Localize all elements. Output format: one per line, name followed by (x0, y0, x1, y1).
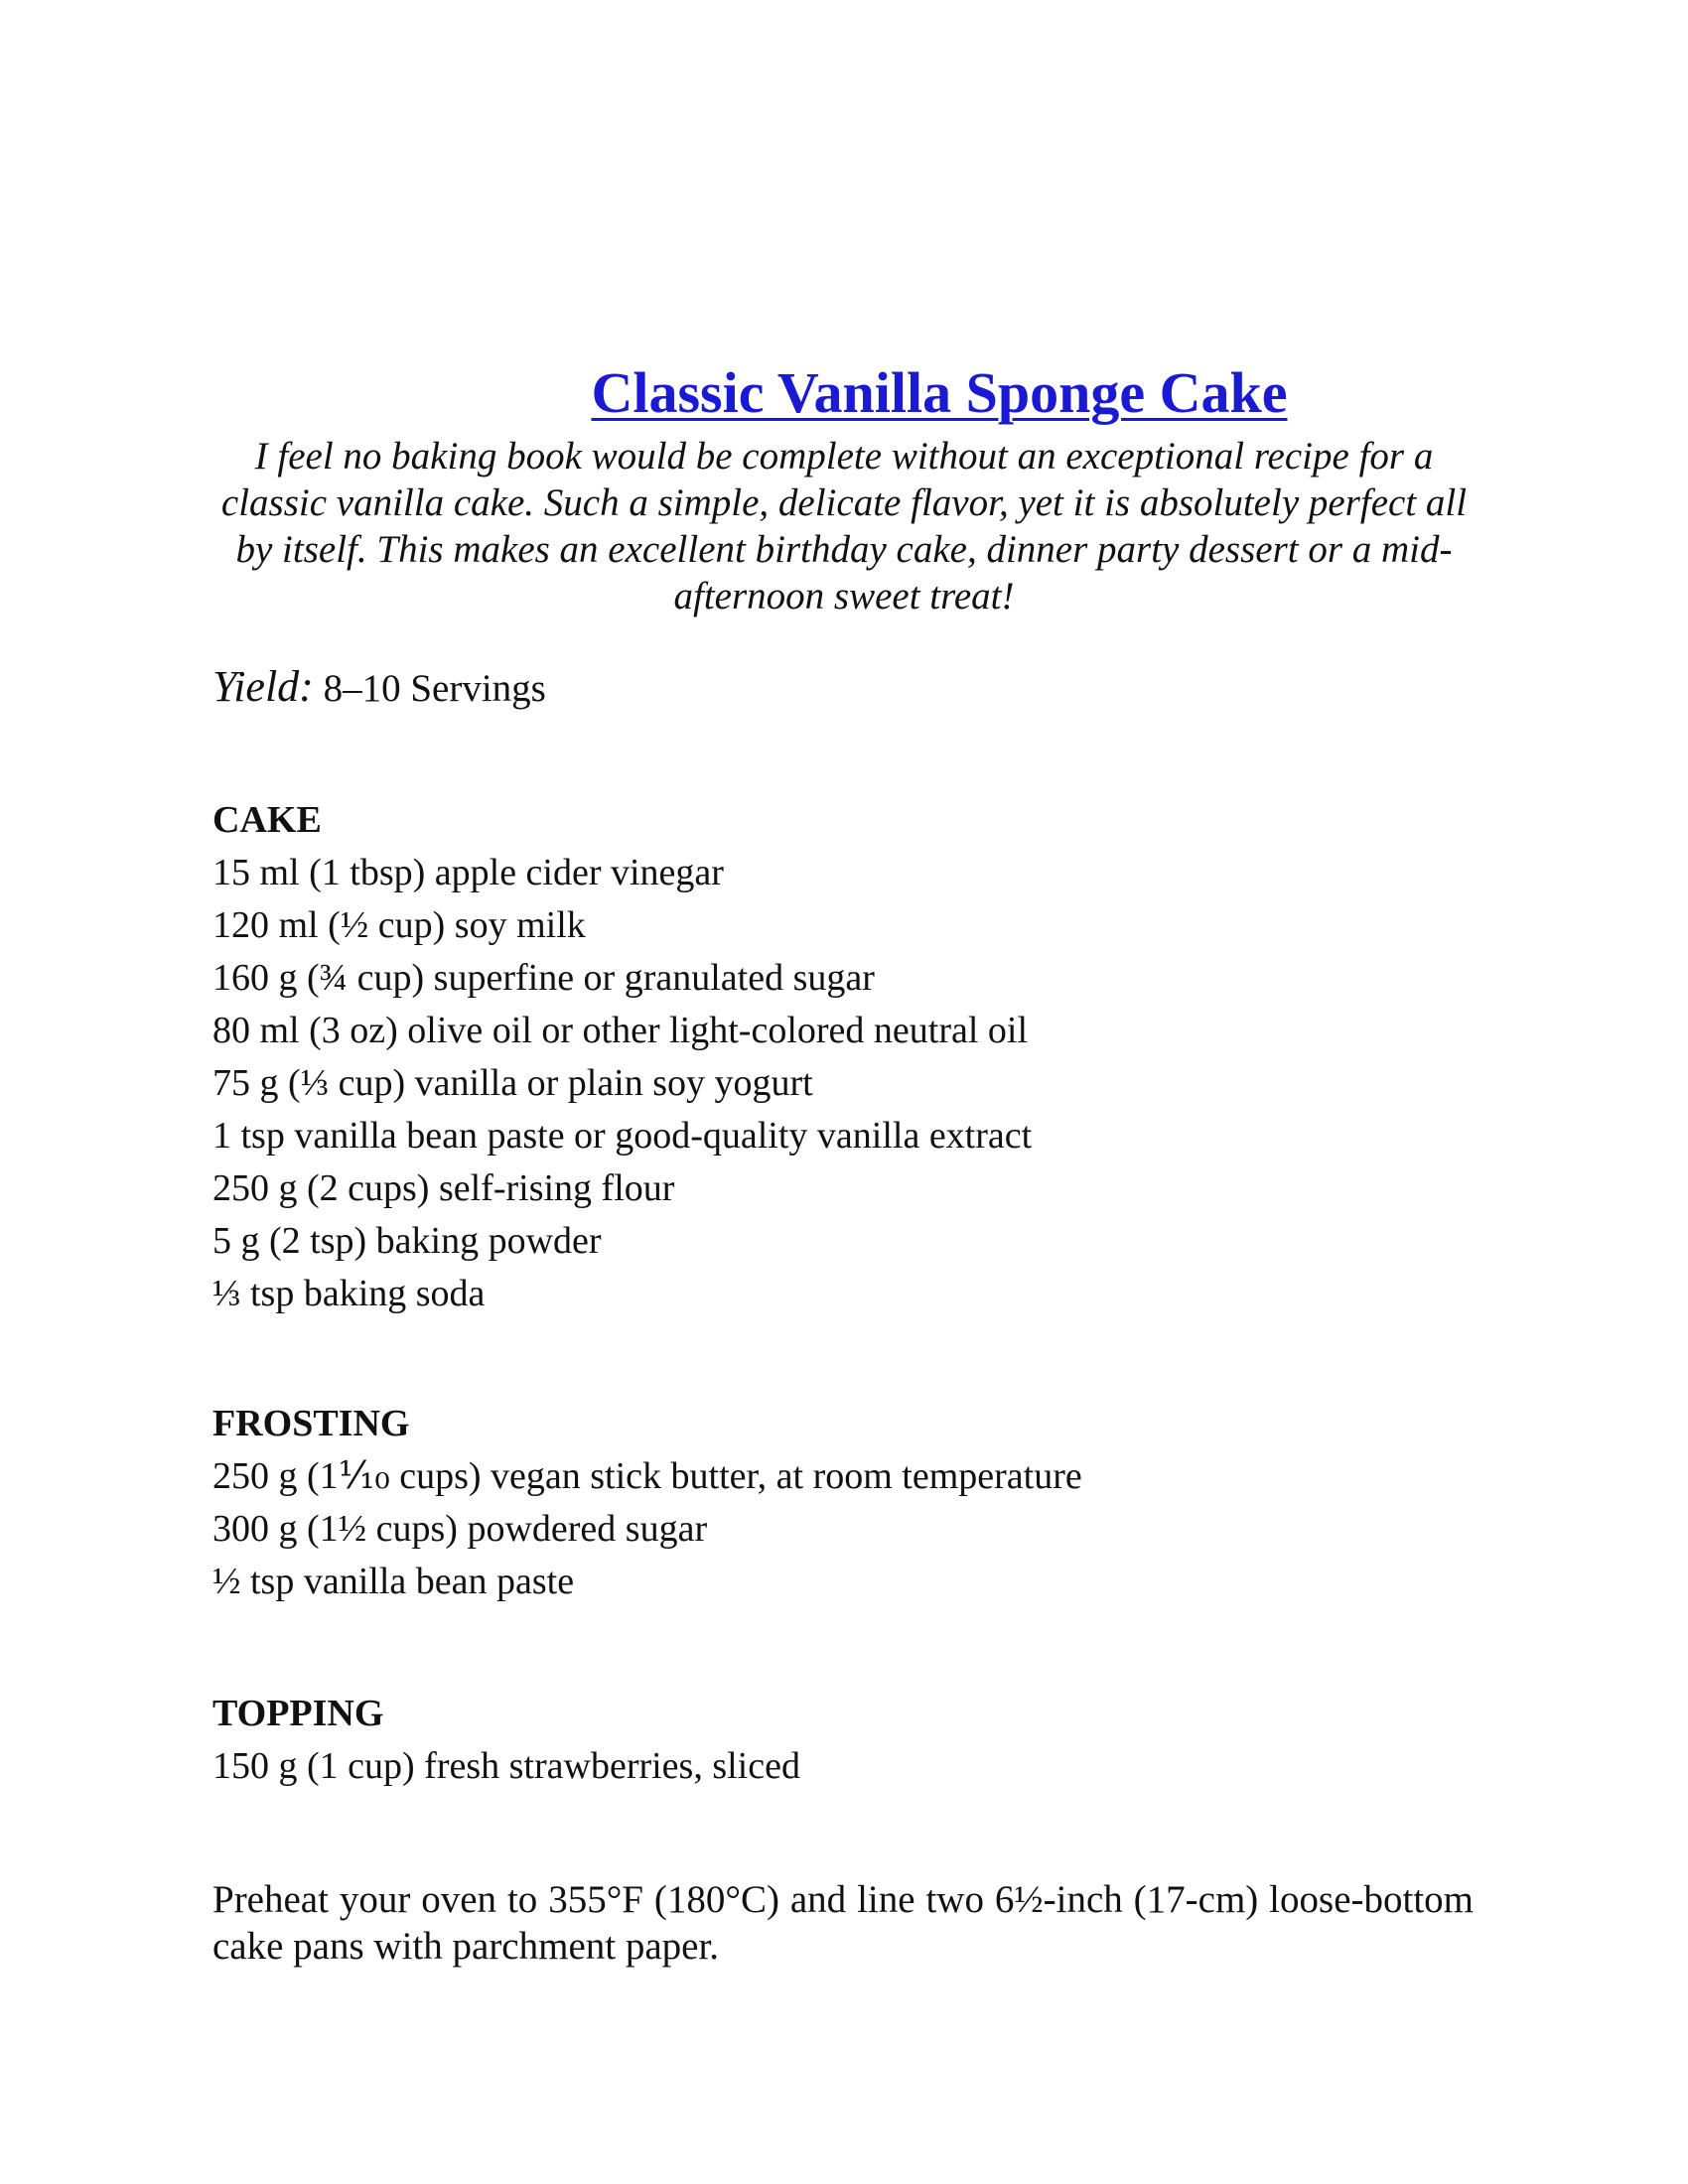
recipe-title (0, 358, 1688, 428)
ingredient-item: 250 g (2 cups) self-rising flour (212, 1167, 675, 1209)
topping-section (212, 1688, 800, 1793)
ingredient-item: 150 g (1 cup) fresh strawberries, sliced (212, 1745, 800, 1787)
cake-heading: CAKE (212, 799, 322, 841)
frosting-ingredient-list (212, 1450, 1082, 1608)
yield-value: 8–10 Servings (323, 667, 546, 710)
ingredient-item: 15 ml (1 tbsp) apple cider vinegar (212, 852, 724, 893)
recipe-yield (212, 662, 546, 714)
cake-ingredient-list (212, 847, 1032, 1320)
frosting-heading: FROSTING (212, 1403, 410, 1444)
recipe-intro: I feel no baking book would be complete without an exceptional recipe for a classic vanilla cake. Such a simple, delicate flavor, yet it is absolutely perfect all by itself. This makes an excellent birthday cake, dinner party dessert or a mid-afternoon sweet treat! (220, 435, 1468, 617)
ingredient-item: 80 ml (3 oz) olive oil or other light-colored neutral oil (212, 1010, 1029, 1051)
ingredient-item: 75 g (⅓ cup) vanilla or plain soy yogurt (212, 1062, 813, 1104)
ingredient-item: 250 g (1⅒ cups) vegan stick butter, at room temperature (212, 1455, 1082, 1497)
ingredient-item: 300 g (1½ cups) powdered sugar (212, 1508, 708, 1550)
recipe-title-link[interactable]: Classic Vanilla Sponge Cake (591, 359, 1288, 425)
frosting-section (212, 1398, 1082, 1608)
recipe-instruction: Preheat your oven to 355°F (180°C) and line two 6½-inch (17-cm) loose-bottom cake pans with parchment paper. (212, 1878, 1474, 1968)
topping-ingredient-list (212, 1740, 800, 1793)
ingredient-item: 1 tsp vanilla bean paste or good-quality vanilla extract (212, 1115, 1033, 1157)
ingredient-item: ⅓ tsp baking soda (212, 1273, 486, 1314)
topping-heading: TOPPING (212, 1693, 384, 1734)
yield-label: Yield: (212, 662, 314, 711)
ingredient-item: 160 g (¾ cup) superfine or granulated sugar (212, 957, 875, 999)
ingredient-item: ½ tsp vanilla bean paste (212, 1561, 575, 1602)
cake-section (212, 794, 1032, 1320)
ingredient-item: 5 g (2 tsp) baking powder (212, 1220, 602, 1262)
ingredient-item: 120 ml (½ cup) soy milk (212, 904, 586, 946)
